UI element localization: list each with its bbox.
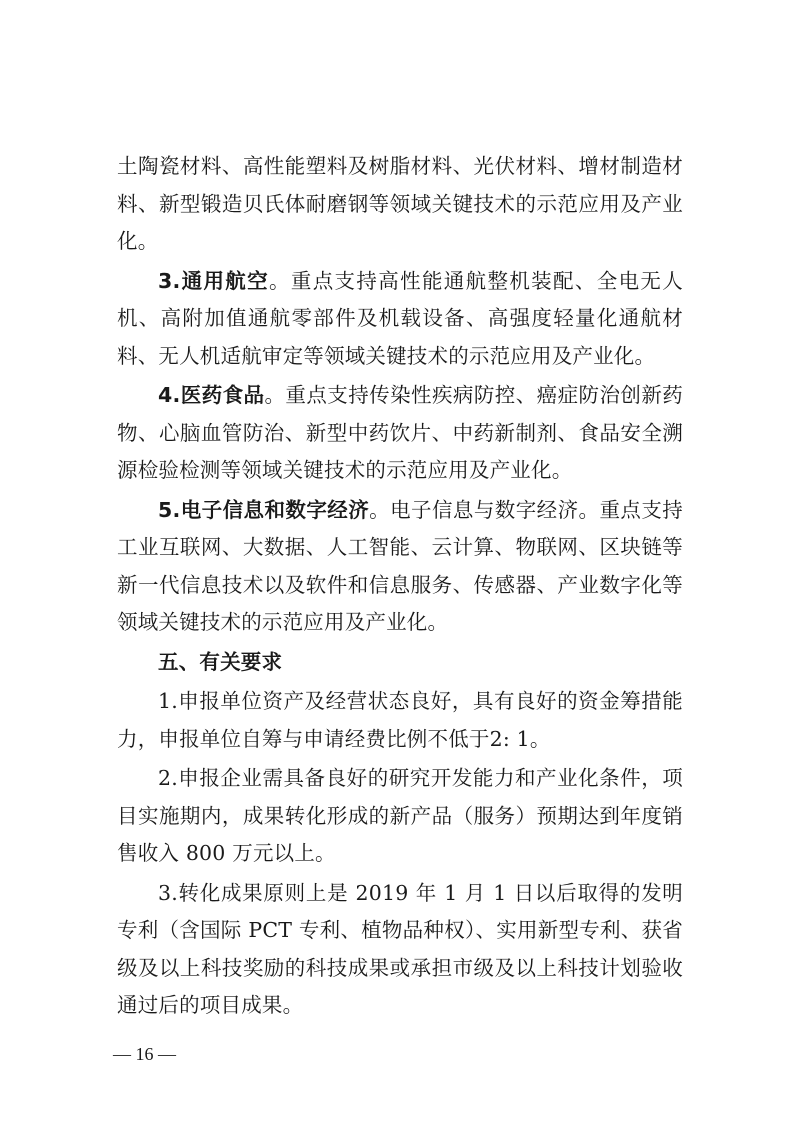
requirement-2 — [117, 760, 683, 873]
paragraph-text: 。重点支持传染性疾病防控、癌症防治创新药物、心脑血管防治、新型中药饮片、中药新制剂、食品安全溯源检验检测等领域关键技术的示范应用及产业化。 — [117, 383, 683, 482]
document-body — [117, 148, 683, 1025]
paragraph-text: 3.转化成果原则上是 2019 年 1 月 1 日以后取得的发明专利（含国际 PCT 专利、植物品种权）、实用新型专利、获省级及以上科技奖励的科技成果或承担市级及以上科技计划验收通过后的项目成果。 — [117, 880, 683, 1017]
paragraph-text: 。电子信息与数字经济。重点支持工业互联网、大数据、人工智能、云计算、物联网、区块链等新一代信息技术以及软件和信息服务、传感器、产业数字化等领域关键技术的示范应用及产业化。 — [117, 497, 683, 634]
requirement-3 — [117, 875, 683, 1025]
requirement-1 — [117, 683, 683, 758]
paragraph-continuation — [117, 148, 683, 261]
item-heading-general-aviation: 3.通用航空 — [158, 268, 269, 293]
paragraph-general-aviation — [117, 263, 683, 376]
paragraph-text: 。重点支持高性能通航整机装配、全电无人机、高附加值通航零部件及机载设备、高强度轻量化通航材料、无人机适航审定等领域关键技术的示范应用及产业化。 — [117, 268, 683, 368]
item-heading-medicine-food: 4.医药食品 — [158, 383, 265, 407]
page-number: — 16 — — [113, 1044, 176, 1064]
paragraph-medicine-food — [117, 377, 683, 490]
paragraph-text: 1.申报单位资产及经营状态良好，具有良好的资金筹措能力，申报单位自筹与申请经费比例不低于2: 1。 — [117, 689, 683, 751]
section-heading: 五、有关要求 — [158, 649, 283, 674]
paragraph-electronic-info — [117, 492, 683, 642]
item-heading-electronic-info: 5.电子信息和数字经济 — [158, 497, 370, 522]
paragraph-text: 土陶瓷材料、高性能塑料及树脂材料、光伏材料、增材制造材料、新型锻造贝氏体耐磨钢等领域关键技术的示范应用及产业化。 — [117, 154, 683, 253]
paragraph-text: 2.申报企业需具备良好的研究开发能力和产业化条件，项目实施期内，成果转化形成的新产品（服务）预期达到年度销售收入 800 万元以上。 — [117, 766, 683, 865]
